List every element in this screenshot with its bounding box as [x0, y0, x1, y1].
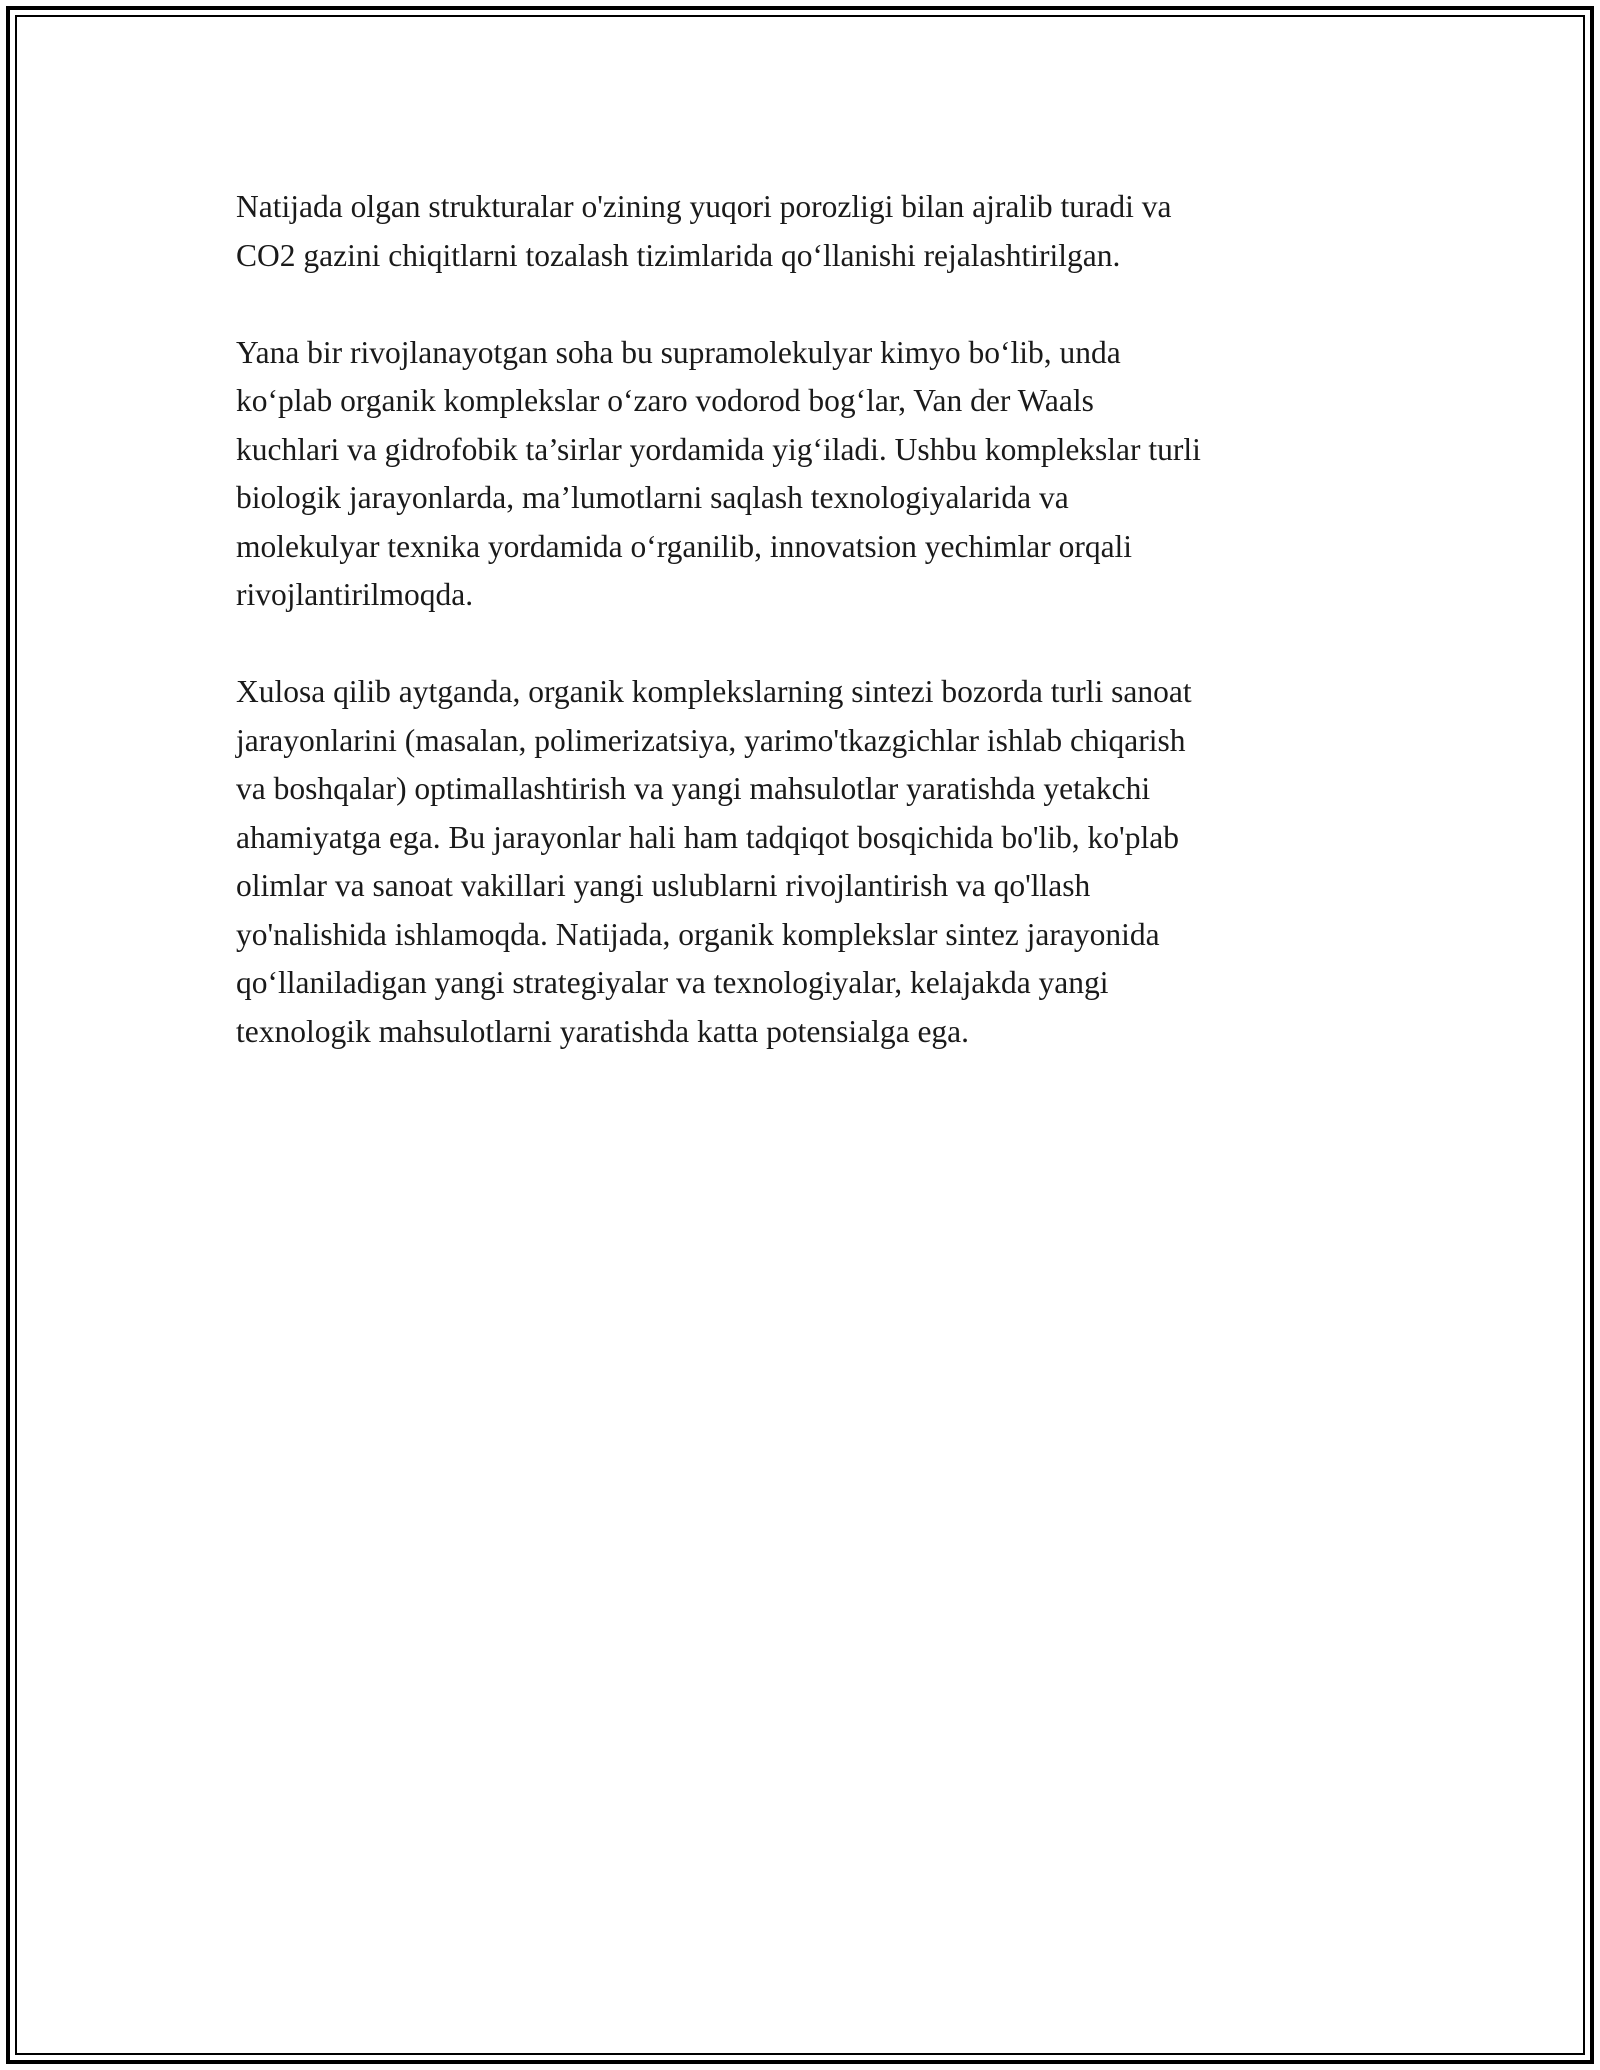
paragraph-conclusion: Xulosa qilib aytganda, organik komplekslarning sintezi bozorda turli sanoat jarayonlarini (masalan, polimerizatsiya, yarimo'tkazgichlar ishlab chiqarish va boshqalar) optimallashtirish va yangi mahsulotlar yaratishda yetakchi ahamiyatga ega. Bu jarayonlar hali ham tadqiqot bosqichida bo'lib, ko'plab olimlar va sanoat vakillari yangi uslublarni rivojlantirish va qo'llash yo'nalishida ishlamoqda. Natijada, organik komplekslar sintez jarayonida qo‘llaniladigan yangi strategiyalar va texnologiyalar, kelajakda yangi texnologik mahsulotlarni yaratishda katta potensialga ega.: [236, 674, 1192, 1049]
paragraph-supramolecular-chemistry: Yana bir rivojlanayotgan soha bu supramolekulyar kimyo bo‘lib, unda ko‘plab organik komplekslar o‘zaro vodorod bog‘lar, Van der Waals kuchlari va gidrofobik ta’sirlar yordamida yig‘iladi. Ushbu komplekslar turli biologik jarayonlarda, ma’lumotlarni saqlash texnologiyalarida va molekulyar texnika yordamida o‘rganilib, innovatsion yechimlar orqali rivojlantirilmoqda.: [236, 334, 1201, 612]
paragraph-co2-structures: Natijada olgan strukturalar o'zining yuqori porozligi bilan ajralib turadi va CO2 gazini chiqitlarni tozalash tizimlarida qo‘llanishi rejalashtirilgan.: [236, 189, 1172, 273]
document-body: [236, 183, 1366, 1056]
